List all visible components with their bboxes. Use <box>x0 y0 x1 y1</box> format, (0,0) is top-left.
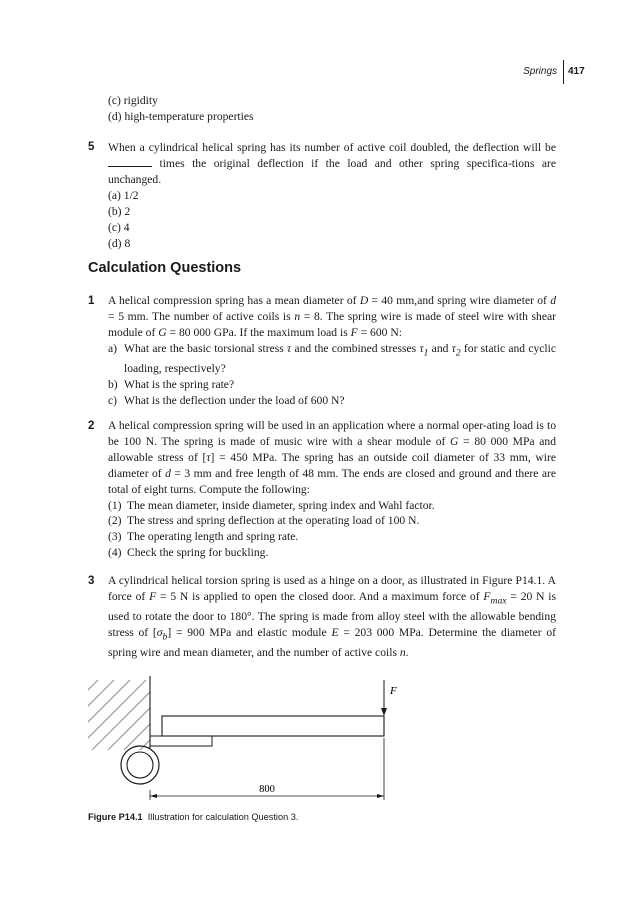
calc-question-2-item-2: (2) The stress and spring deflection at the operating load of 100 N. <box>108 514 420 528</box>
figure-p14-1 <box>80 672 420 812</box>
prev-option-d: (d) high-temperature properties <box>108 110 254 123</box>
running-header-title: Springs <box>523 66 557 77</box>
calc-question-1-text: A helical compression spring has a mean diameter of D = 40 mm,and spring wire diameter of d = 5 mm. The number of active coils is n = 8. The spring wire is made of steel wire with shear module of G = 80 000 GPa. If the maximum load is F = 600 N: a) What are the basic torsional stress τ and the combined stresses $\tau_1$ and $\tau_2$ for static and cyclic loading, respectively? b) What is the spring rate? c) What is the deflection under the load of 600 N? <box>108 294 557 407</box>
wall-hatching <box>80 672 238 772</box>
calc-question-1-part-c: c) What is the deflection under the load of 600 N? <box>108 393 345 407</box>
calc-question-3-text: A cylindrical helical torsion spring is used as a hinge on a door, as illustrated in Figure P14.1. A force of F = 5 N is applied to open the closed door. And a maximum force of $F_{max} = 20$ N is used to rotate the door to 180°. The spring is made from alloy steel with the allowable bending stress of $[\sigma_b] = 900$ MPa and elastic module E = 203 000 MPa. Determine the diameter of spring wire and mean diameter, and the number of active coils n. <box>108 574 557 660</box>
calc-question-3-number: 3 <box>88 575 95 587</box>
q5-option-a: (a) 1/2 <box>108 189 139 202</box>
dimension-label: 800 <box>259 784 275 795</box>
force-label: F <box>390 685 397 697</box>
force-arrowhead <box>381 708 387 716</box>
calc-question-1-part-b: b) What is the spring rate? <box>108 377 235 391</box>
answer-blank <box>108 156 152 167</box>
section-title: Calculation Questions <box>88 260 242 276</box>
dimension-arrow-left <box>150 794 157 798</box>
calc-question-1-number: 1 <box>88 295 95 307</box>
torsion-spring-inner-coil <box>127 752 153 778</box>
q5-option-d: (d) 8 <box>108 237 131 250</box>
q5-option-c: (c) 4 <box>108 221 130 234</box>
hinge-bracket <box>150 736 212 746</box>
header-divider <box>563 60 564 84</box>
calc-question-2-item-1: (1) The mean diameter, inside diameter, spring index and Wahl factor. <box>108 498 435 512</box>
dimension-arrow-right <box>377 794 384 798</box>
calc-question-2-text: A helical compression spring will be used in an application where a normal oper-ating load is to be 100 N. The spring is made of music wire with a shear module of G = 80 000 MPa and allowable stress of [τ] = 450 MPa. The spring has an outside coil diameter of 33 mm, wire diameter of d = 3 mm and free length of 48 mm. The ends are closed and ground and there are total of eight turns. Compute the following: (1) The mean diameter, inside diameter, spring index and Wahl factor. (2) The stress and spring deflection at the operating load of 100 N. (3) The operating length and spring rate. (4) Check the spring for buckling. <box>108 419 556 560</box>
question-5-text: When a cylindrical helical spring has its number of active coil doubled, the deflection will be times the original deflection if the load and other spring specifica-tions are unchanged. <box>108 141 556 186</box>
calc-question-1-part-a: a) What are the basic torsional stress τ and the combined stresses $\tau_1$ and $\tau_2$ for static and cyclic loading, respectively? <box>108 341 557 375</box>
calc-question-2-number: 2 <box>88 420 95 432</box>
question-5-number: 5 <box>88 141 95 153</box>
prev-option-c: (c) rigidity <box>108 94 158 107</box>
calc-question-2-item-4: (4) Check the spring for buckling. <box>108 546 269 560</box>
calc-question-2-item-3: (3) The operating length and spring rate. <box>108 530 299 544</box>
figure-caption: Figure P14.1 Illustration for calculation Question 3. <box>88 812 299 822</box>
page-number: 417 <box>568 66 585 77</box>
door <box>162 716 384 736</box>
q5-option-b: (b) 2 <box>108 205 131 218</box>
